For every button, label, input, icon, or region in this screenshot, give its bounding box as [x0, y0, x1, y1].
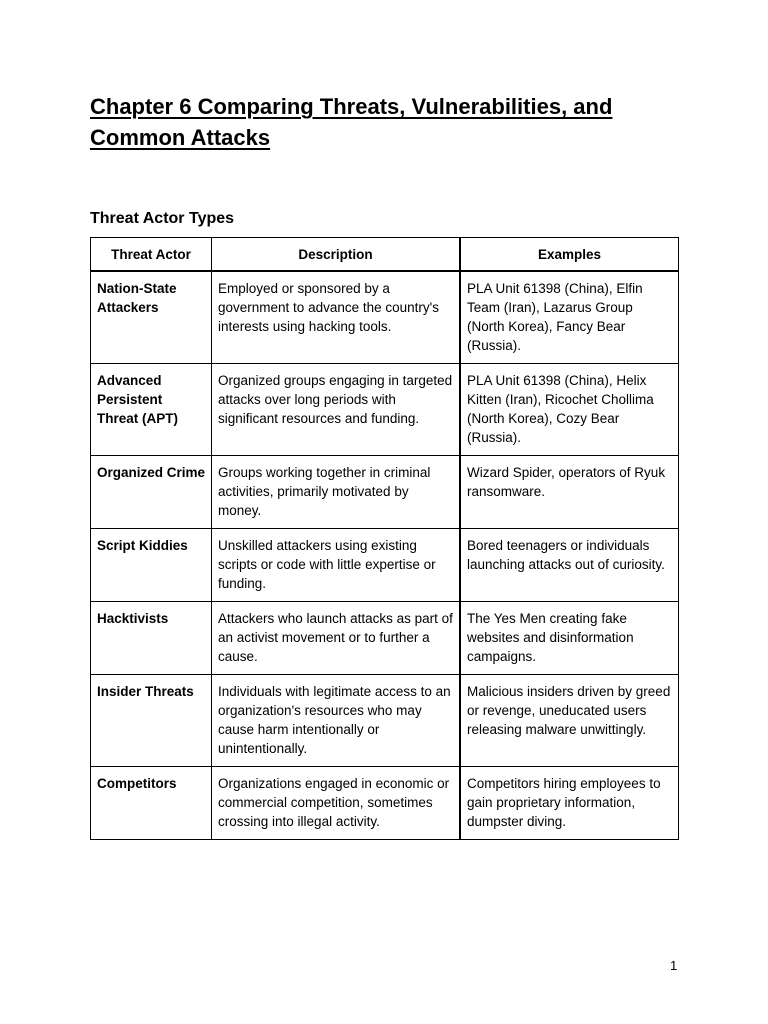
- description-cell: Individuals with legitimate access to an organization's resources who may cause harm intentionally or unintentionally.: [212, 675, 460, 767]
- table-row: [91, 602, 679, 675]
- threat-actor-cell: Hacktivists: [91, 602, 212, 675]
- threat-actor-cell: Nation-State Attackers: [91, 271, 212, 364]
- examples-cell: Competitors hiring employees to gain proprietary information, dumpster diving.: [460, 767, 679, 840]
- table-row: [91, 456, 679, 529]
- examples-cell: PLA Unit 61398 (China), Helix Kitten (Iran), Ricochet Chollima (North Korea), Cozy Bear (Russia).: [460, 364, 679, 456]
- description-cell: Groups working together in criminal activities, primarily motivated by money.: [212, 456, 460, 529]
- description-cell: Organized groups engaging in targeted attacks over long periods with significant resources and funding.: [212, 364, 460, 456]
- threat-actor-cell: Competitors: [91, 767, 212, 840]
- table-row: [91, 364, 679, 456]
- description-cell: Attackers who launch attacks as part of an activist movement or to further a cause.: [212, 602, 460, 675]
- table-row: [91, 271, 679, 364]
- threat-actor-cell: Script Kiddies: [91, 529, 212, 602]
- page-number: 1: [670, 958, 678, 973]
- examples-cell: Wizard Spider, operators of Ryuk ransomware.: [460, 456, 679, 529]
- examples-cell: The Yes Men creating fake websites and disinformation campaigns.: [460, 602, 679, 675]
- page-title: Chapter 6 Comparing Threats, Vulnerabilities, and Common Attacks: [90, 94, 613, 150]
- description-cell: Organizations engaged in economic or commercial competition, sometimes crossing into illegal activity.: [212, 767, 460, 840]
- examples-cell: Bored teenagers or individuals launching attacks out of curiosity.: [460, 529, 679, 602]
- description-cell: Employed or sponsored by a government to advance the country's interests using hacking tools.: [212, 271, 460, 364]
- examples-cell: Malicious insiders driven by greed or revenge, uneducated users releasing malware unwittingly.: [460, 675, 679, 767]
- column-header-threat-actor: Threat Actor: [91, 238, 212, 272]
- threat-actor-table: [90, 237, 679, 840]
- section-heading: Threat Actor Types: [90, 210, 235, 227]
- table-row: [91, 675, 679, 767]
- table-row: [91, 529, 679, 602]
- table-header-row: [91, 238, 679, 272]
- threat-actor-cell: Advanced Persistent Threat (APT): [91, 364, 212, 456]
- examples-cell: PLA Unit 61398 (China), Elfin Team (Iran), Lazarus Group (North Korea), Fancy Bear (Russia).: [460, 271, 679, 364]
- description-cell: Unskilled attackers using existing scripts or code with little expertise or funding.: [212, 529, 460, 602]
- table-row: [91, 767, 679, 840]
- threat-actor-cell: Organized Crime: [91, 456, 212, 529]
- column-header-examples: Examples: [460, 238, 679, 272]
- threat-actor-cell: Insider Threats: [91, 675, 212, 767]
- column-header-description: Description: [212, 238, 460, 272]
